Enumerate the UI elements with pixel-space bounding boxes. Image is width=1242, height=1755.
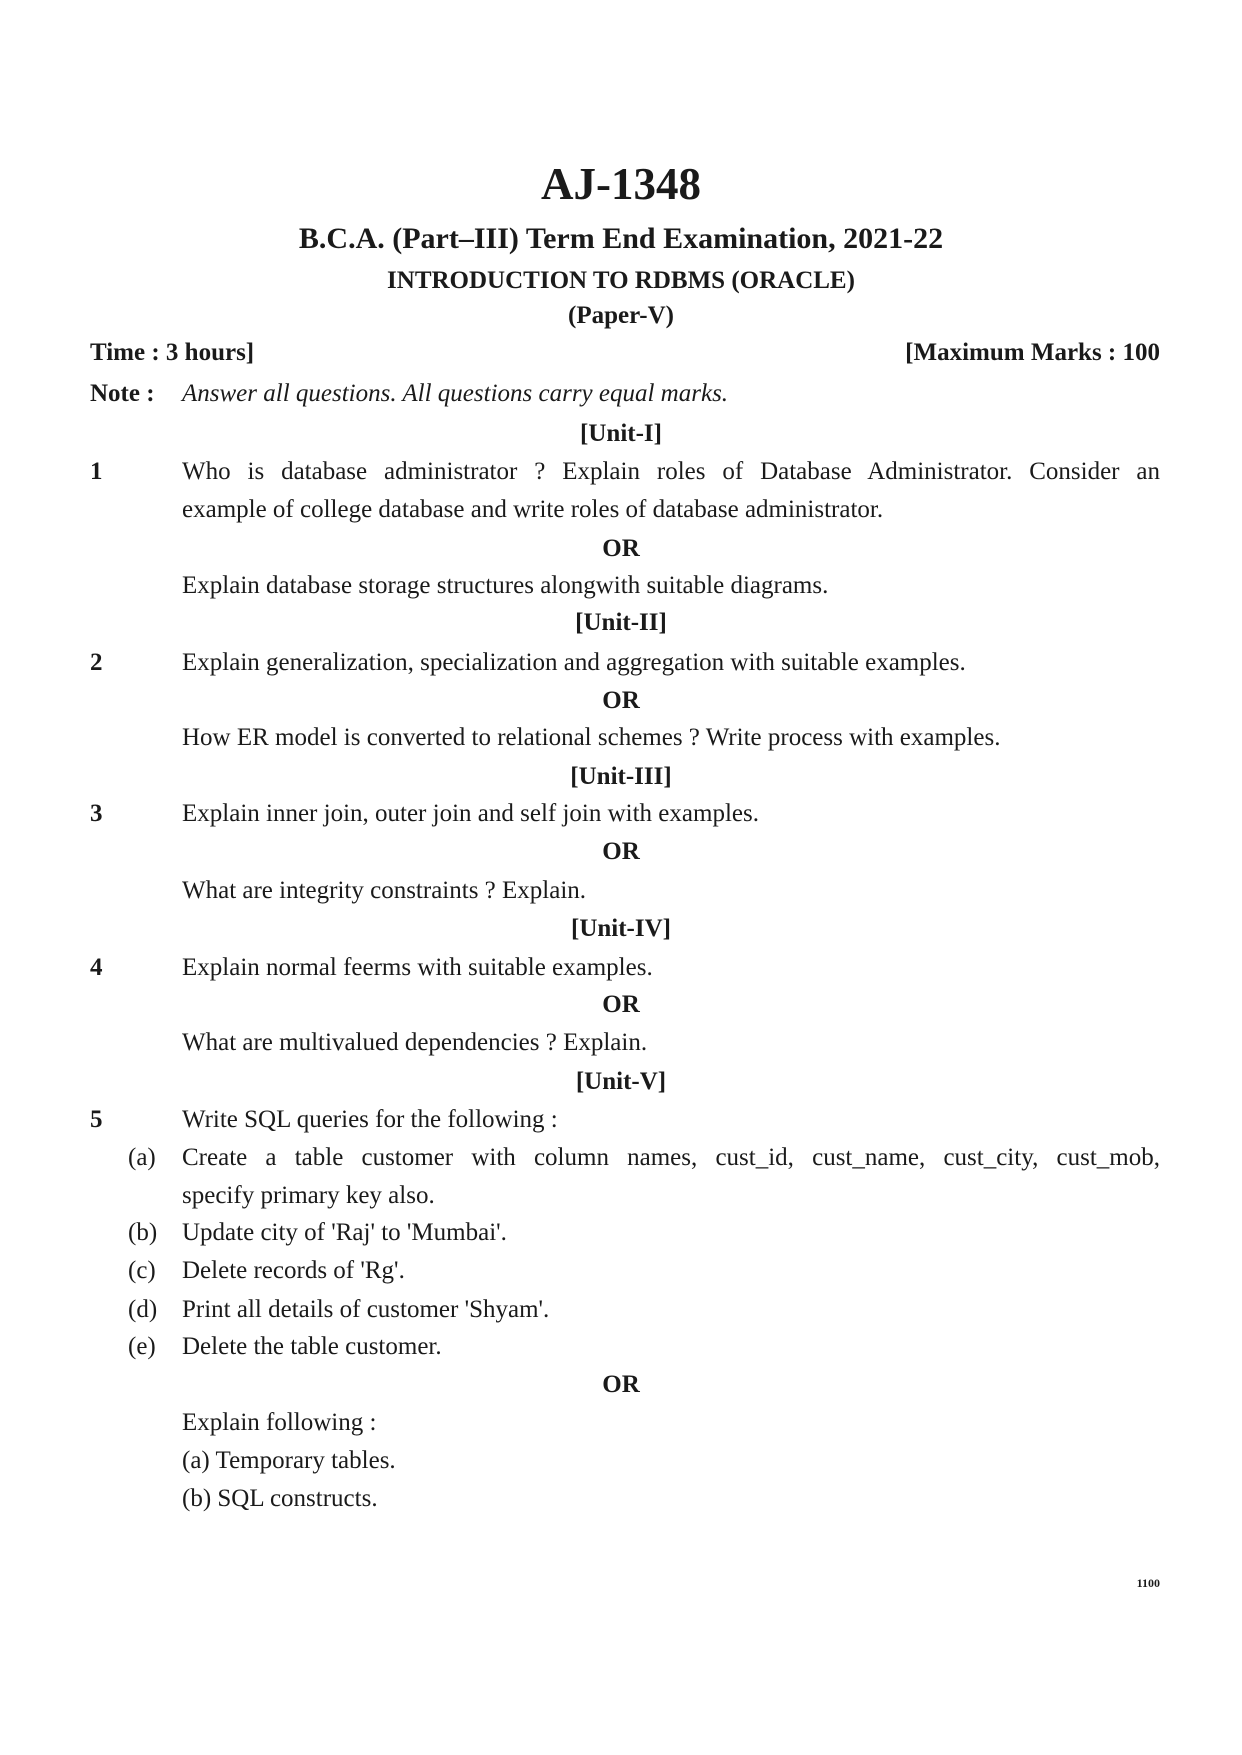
part-label: (c) (128, 1257, 156, 1284)
question-text: example of college database and write roles of database administrator. (182, 496, 884, 523)
question-text: Explain inner join, outer join and self join with examples. (182, 800, 759, 827)
unit-heading: [Unit-III] (570, 763, 672, 790)
part-text: Delete the table customer. (182, 1333, 442, 1360)
time-label: Time : 3 hours] (90, 339, 255, 366)
paper-code: AJ-1348 (541, 159, 701, 209)
footer-code: 1100 (1136, 1576, 1160, 1590)
max-marks-label: [Maximum Marks : 100 (905, 339, 1160, 366)
question-text: Who is database administrator ? Explain roles of Database Administrator. Consider an (182, 458, 1160, 485)
or-separator: OR (602, 535, 640, 562)
unit-heading: [Unit-II] (575, 609, 667, 636)
part-text: Delete records of 'Rg'. (182, 1257, 405, 1284)
note-label: Note : (90, 380, 155, 407)
or-separator: OR (602, 1371, 640, 1398)
part-text: specify primary key also. (182, 1182, 435, 1209)
question-text: Explain generalization, specialization and aggregation with suitable examples. (182, 649, 966, 676)
alternative-question: Explain database storage structures alongwith suitable diagrams. (182, 572, 829, 599)
unit-heading: [Unit-IV] (571, 915, 671, 942)
paper-number: (Paper-V) (568, 302, 674, 329)
question-number: 4 (90, 954, 103, 981)
subject-title: INTRODUCTION TO RDBMS (ORACLE) (387, 267, 855, 294)
unit-heading: [Unit-V] (575, 1068, 667, 1095)
question-number: 1 (90, 458, 103, 485)
alternative-question: What are integrity constraints ? Explain. (182, 877, 587, 904)
part-text: Print all details of customer 'Shyam'. (182, 1296, 550, 1323)
question-text: Write SQL queries for the following : (182, 1106, 558, 1133)
part-text: Create a table customer with column names, cust_id, cust_name, cust_city, cust_mob, (182, 1144, 1160, 1171)
exam-title: B.C.A. (Part–III) Term End Examination, 2021-22 (298, 222, 944, 255)
part-label: (b) (128, 1219, 158, 1246)
question-text: Explain normal feerms with suitable examples. (182, 954, 653, 981)
question-number: 2 (90, 649, 103, 676)
part-text: Update city of 'Raj' to 'Mumbai'. (182, 1219, 507, 1246)
alternative-part: (a) Temporary tables. (182, 1447, 396, 1474)
or-separator: OR (602, 687, 640, 714)
or-separator: OR (602, 838, 640, 865)
note-text: Answer all questions. All questions carry equal marks. (182, 380, 729, 407)
alternative-question: How ER model is converted to relational schemes ? Write process with examples. (182, 724, 1001, 751)
alternative-question: Explain following : (182, 1409, 377, 1436)
or-separator: OR (602, 991, 640, 1018)
question-number: 3 (90, 800, 103, 827)
unit-heading: [Unit-I] (580, 420, 662, 447)
part-label: (e) (128, 1333, 156, 1360)
alternative-part: (b) SQL constructs. (182, 1485, 378, 1512)
alternative-question: What are multivalued dependencies ? Explain. (182, 1029, 648, 1056)
question-number: 5 (90, 1106, 103, 1133)
part-label: (a) (128, 1144, 156, 1171)
part-label: (d) (128, 1296, 158, 1323)
